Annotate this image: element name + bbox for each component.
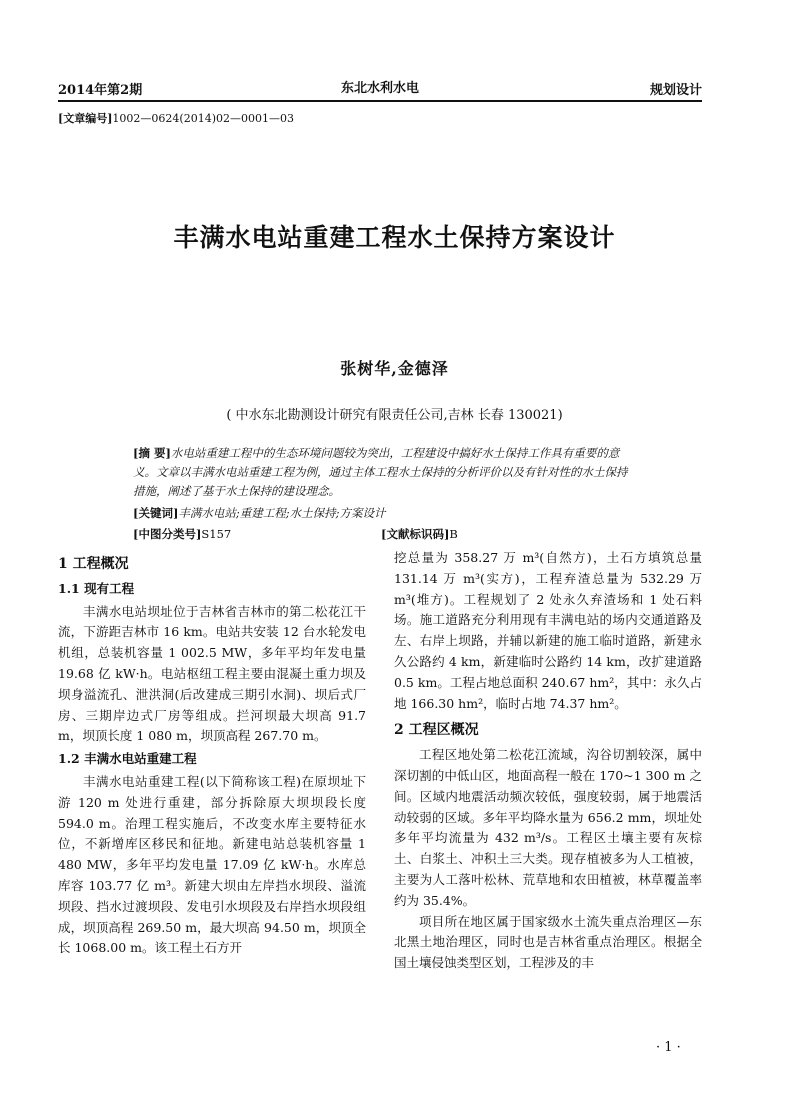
journal-name: 东北水利水电 (340, 81, 419, 96)
paragraph: 丰满水电站重建工程(以下简称该工程)在原坝址下游 120 m 处进行重建，部分拆除原大坝坝段长度 594.0 m。治理工程实施后，不改变水库主要特征水位，不新增库区移民和征地。新建电站总装机容量 1 480 MW，多年平均发电量 17.09 亿 kW·h。水库总库容 103.77 亿 m³。新建大坝由左岸挡水坝段、溢流坝段、挡水过渡坝段、发电引水坝段及右岸挡水坝段组成，坝顶高程 269.50 m，最大坝高 94.50 m，坝顶全长 1068.00 m。该工程土石方开 (58, 773, 366, 956)
keywords (133, 505, 386, 521)
left-column (58, 548, 366, 959)
page-number: · 1 · (656, 1040, 681, 1055)
abstract (133, 444, 633, 501)
paper-title: 丰满水电站重建工程水土保持方案设计 (173, 223, 616, 252)
affiliation: ( 中水东北勘测设计研究有限责任公司,吉林 长春 130021) (226, 408, 563, 423)
subsection-heading: 1.1 现有工程 (58, 580, 135, 596)
paragraph: 丰满水电站坝址位于吉林省吉林市的第二松花江干流，下游距吉林市 16 km。电站共安装 12 台水轮发电机组，总装机容量 1 002.5 MW，多年平均年发电量 19.68 亿 kW·h。电站枢纽工程主要由混凝土重力坝及坝身溢流孔、泄洪洞(后改建成三期引水洞)、坝后式厂房、三期岸边式厂房等组成。拦河坝最大坝高 91.7 m，坝顶长度 1 080 m，坝顶高程 267.70 m。 (58, 603, 366, 744)
article-number-value: 1002—0624(2014)02—0001—03 (112, 112, 294, 125)
classification (133, 526, 633, 542)
authors: 张树华,金德泽 (340, 359, 449, 378)
right-column (394, 548, 702, 974)
article-number (58, 110, 294, 126)
clc-label: [中图分类号] (133, 527, 202, 541)
paragraph: 挖总量为 358.27 万 m³(自然方)，土石方填筑总量 131.14 万 m³(实方)，工程弃渣总量为 532.29 万 m³(堆方)。工程规划了 2 处永久弃渣场和 1 处石料场。施工道路充分利用现有丰满电站的场内交通道路及左、右岸上坝路，并辅以新建的施工临时道路，新建永久公路约 4 km，新建临时公路约 14 km，改扩建道路 0.5 km。工程占地总面积 240.67 hm²，其中：永久占地 166.30 hm²，临时占地 74.37 hm²。 (394, 550, 702, 711)
doc-code-label: [文献标识码] (381, 527, 450, 541)
paragraph: 工程区地处第二松花江流域，沟谷切割较深，属中深切割的中低山区，地面高程一般在 170~1 300 m 之间。区域内地震活动频次较低，强度较弱，属于地震活动较弱的区域。多年平均降水量为 656.2 mm，坝址处多年平均流量为 432 m³/s。工程区土壤主要有灰棕土、白浆土、冲积土三大类。现存植被多为人工植被，主要为人工落叶松林、荒草地和农田植被，林草覆盖率约为 35.4%。 (394, 747, 702, 908)
doc-code-value: B (449, 527, 458, 541)
paragraph: 项目所在地区属于国家级水土流失重点治理区—东北黑土地治理区，同时也是吉林省重点治理区。根据全国土壤侵蚀类型区划，工程涉及的丰 (394, 913, 702, 971)
keywords-label: [关键词] (133, 506, 179, 520)
subsection-heading: 1.2 丰满水电站重建工程 (58, 751, 197, 767)
section-heading: 1 工程概况 (58, 556, 129, 572)
running-header (58, 78, 702, 102)
doc-code (381, 526, 458, 542)
section-name: 规划设计 (649, 83, 702, 98)
abstract-label: [摘 要] (133, 446, 171, 460)
section-heading: 2 工程区概况 (394, 722, 479, 739)
keywords-text: 丰满水电站;重建工程;水土保持;方案设计 (178, 506, 386, 520)
journal-issue: 2014年第2期 (58, 83, 143, 98)
clc-value: S157 (201, 527, 232, 541)
article-number-label: [文章编号] (58, 112, 113, 125)
abstract-text: 水电站重建工程中的生态环境问题较为突出，工程建设中搞好水土保持工作具有重要的意义。文章以丰满水电站重建工程为例，通过主体工程水土保持的分析评价以及有针对性的水土保持措施，阐述了基于水土保持的建设理念。 (133, 446, 628, 498)
